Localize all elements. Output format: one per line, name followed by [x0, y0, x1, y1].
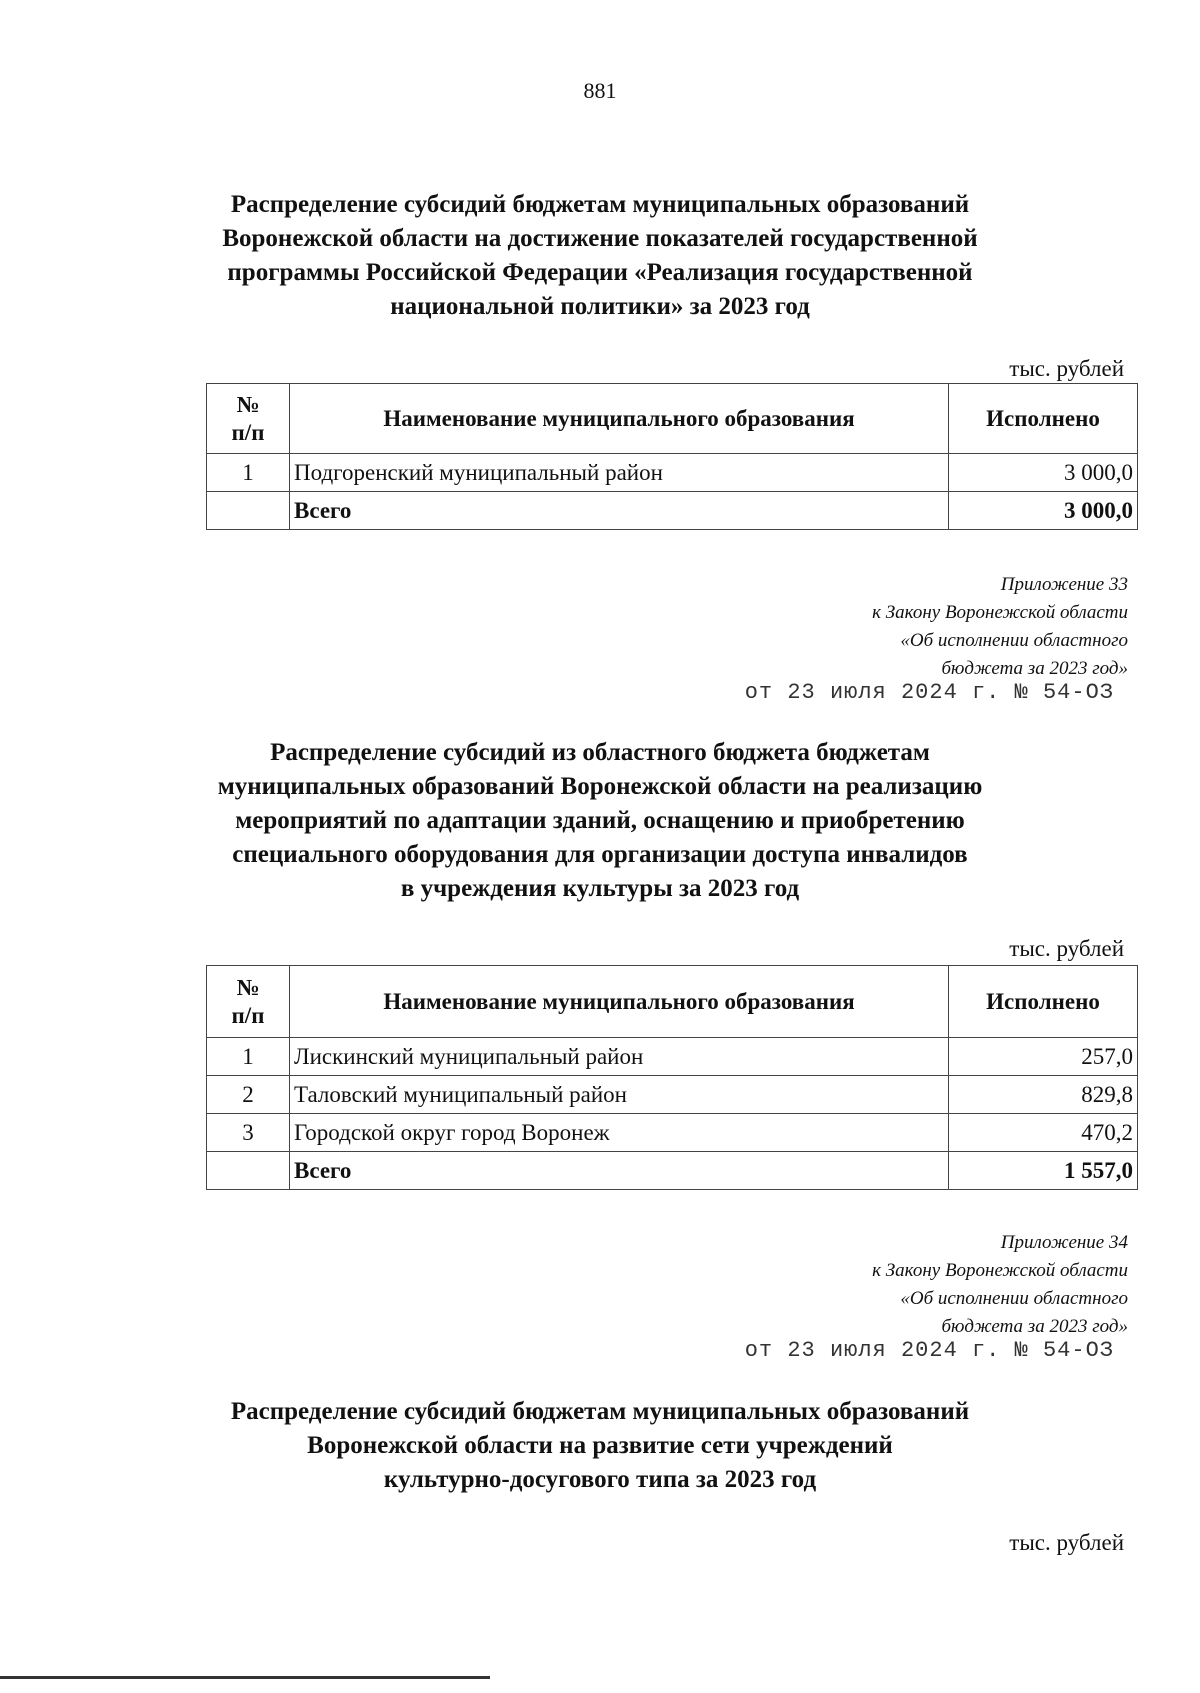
appendix-33 [872, 571, 1128, 683]
row-value: 470,2 [949, 1114, 1138, 1152]
appendix-line: к Закону Воронежской области [872, 602, 1128, 623]
table-row [207, 454, 1138, 492]
row-name: Подгоренский муниципальный район [290, 454, 949, 492]
title-line: в учреждения культуры за 2023 год [400, 875, 800, 902]
total-label: Всего [290, 492, 949, 530]
section-1-units: тыс. рублей [1009, 356, 1124, 381]
total-number-cell [207, 1152, 290, 1190]
appendix-line: «Об исполнении областного [900, 1288, 1128, 1309]
table-row [207, 1114, 1138, 1152]
title-line: специального оборудования для организации доступа инвалидов [232, 841, 968, 868]
section-2-table [206, 965, 1138, 1190]
table-row [207, 1038, 1138, 1076]
section-2-units: тыс. рублей [1009, 936, 1124, 961]
title-line: Распределение субсидий бюджетам муниципальных образований [230, 1398, 970, 1425]
row-value: 257,0 [949, 1038, 1138, 1076]
header-num-line-2: п/п [231, 419, 265, 445]
appendix-line: «Об исполнении областного [900, 630, 1128, 651]
column-header-number [207, 966, 290, 1038]
table-total-row [207, 1152, 1138, 1190]
title-line: Воронежской области на развитие сети учреждений [307, 1432, 893, 1459]
table-total-row [207, 492, 1138, 530]
column-header-name: Наименование муниципального образования [290, 966, 949, 1038]
total-value: 1 557,0 [949, 1152, 1138, 1190]
title-line: программы Российской Федерации «Реализация государственной [227, 259, 973, 286]
appendix-33-stamp: от 23 июля 2024 г. № 54-ОЗ [744, 680, 1114, 705]
table-header-row [207, 384, 1138, 454]
section-1-title [160, 188, 1040, 324]
table-row [207, 1076, 1138, 1114]
header-num-line-1: № [236, 391, 260, 417]
column-header-name: Наименование муниципального образования [290, 384, 949, 454]
section-1-table [206, 383, 1138, 530]
appendix-line: бюджета за 2023 год» [941, 1316, 1128, 1337]
title-line: Распределение субсидий бюджетам муниципальных образований [230, 191, 970, 218]
table-header-row [207, 966, 1138, 1038]
page-number: 881 [583, 78, 617, 103]
appendix-line: к Закону Воронежской области [872, 1260, 1128, 1281]
row-number: 2 [207, 1076, 290, 1114]
appendix-line: бюджета за 2023 год» [941, 658, 1128, 679]
total-value: 3 000,0 [949, 492, 1138, 530]
section-3-title [160, 1395, 1040, 1497]
header-num-line-2: п/п [231, 1002, 265, 1028]
title-line: Воронежской области на достижение показателей государственной [222, 225, 978, 252]
title-line: муниципальных образований Воронежской области на реализацию [217, 773, 983, 800]
page-bottom-rule [0, 1676, 490, 1679]
row-name: Таловский муниципальный район [290, 1076, 949, 1114]
total-label: Всего [290, 1152, 949, 1190]
row-name: Городской округ город Воронеж [290, 1114, 949, 1152]
section-2-title [160, 736, 1040, 906]
title-line: культурно-досугового типа за 2023 год [383, 1466, 817, 1493]
title-line: национальной политики» за 2023 год [390, 293, 810, 320]
total-number-cell [207, 492, 290, 530]
appendix-line: Приложение 34 [1000, 1232, 1128, 1253]
appendix-34 [872, 1229, 1128, 1341]
row-name: Лискинский муниципальный район [290, 1038, 949, 1076]
row-value: 3 000,0 [949, 454, 1138, 492]
column-header-number [207, 384, 290, 454]
title-line: Распределение субсидий из областного бюджета бюджетам [270, 739, 930, 766]
column-header-value: Исполнено [949, 966, 1138, 1038]
row-number: 1 [207, 454, 290, 492]
section-3-units: тыс. рублей [1009, 1530, 1124, 1555]
row-number: 3 [207, 1114, 290, 1152]
row-value: 829,8 [949, 1076, 1138, 1114]
appendix-34-stamp: от 23 июля 2024 г. № 54-ОЗ [744, 1338, 1114, 1363]
appendix-line: Приложение 33 [1000, 574, 1128, 595]
title-line: мероприятий по адаптации зданий, оснащению и приобретению [235, 807, 965, 834]
header-num-line-1: № [236, 974, 260, 1000]
column-header-value: Исполнено [949, 384, 1138, 454]
row-number: 1 [207, 1038, 290, 1076]
